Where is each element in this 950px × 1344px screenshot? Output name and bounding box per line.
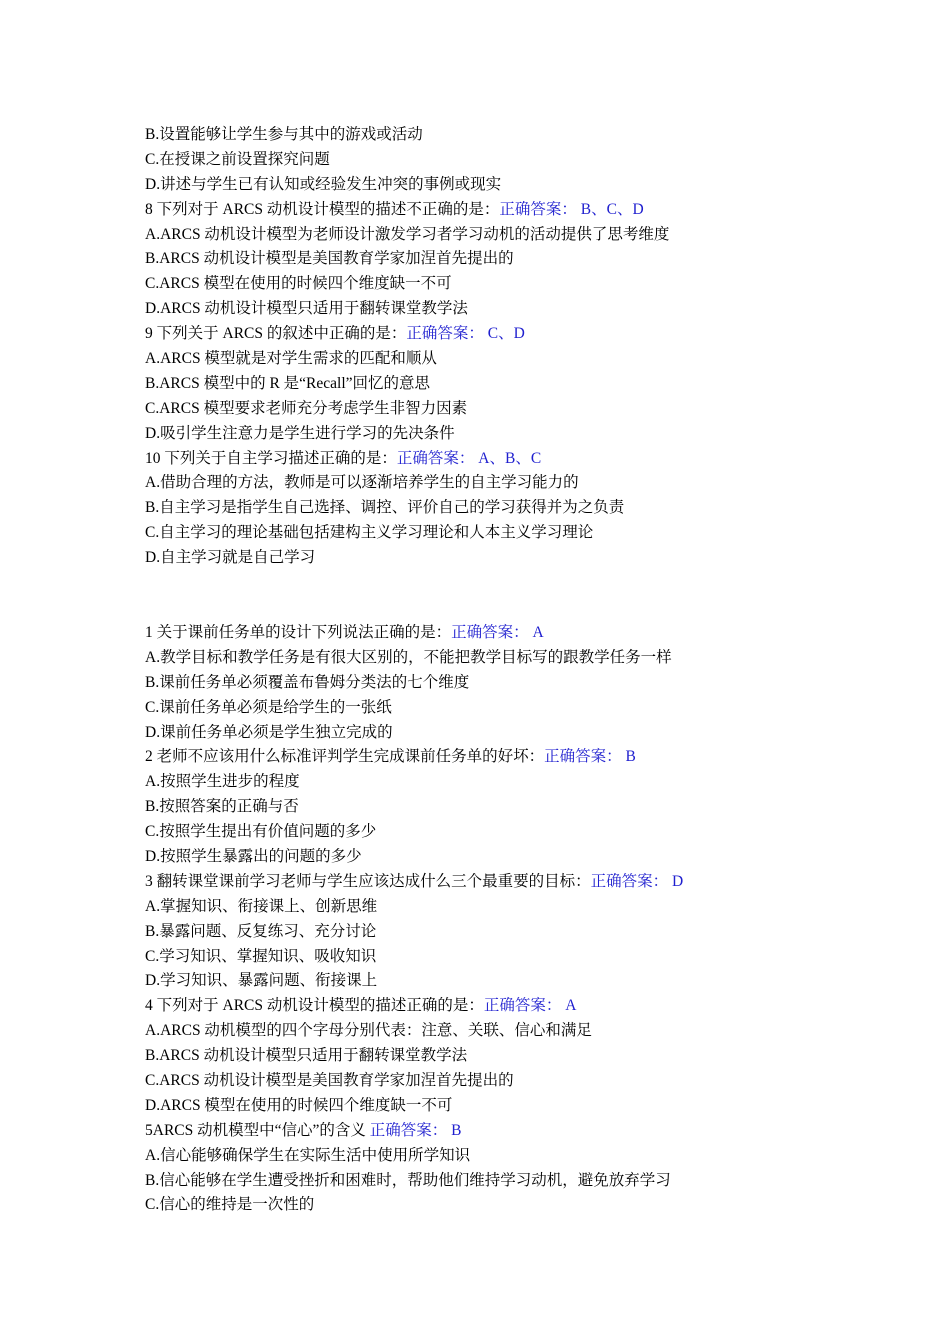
option-line: D.ARCS 动机设计模型只适用于翻转课堂教学法 bbox=[145, 300, 468, 318]
question-line bbox=[145, 994, 905, 1019]
option-line: B.ARCS 动机设计模型只适用于翻转课堂教学法 bbox=[145, 1047, 468, 1065]
correct-answer: B bbox=[447, 1121, 462, 1139]
question-line bbox=[145, 447, 905, 472]
question-line bbox=[145, 745, 905, 770]
option-line: D.ARCS 模型在使用的时候四个维度缺一不可 bbox=[145, 1096, 453, 1114]
answer-label: 正确答案： bbox=[396, 449, 475, 467]
section-2 bbox=[145, 621, 905, 1218]
option-line: B.按照答案的正确与否 bbox=[145, 798, 299, 816]
option-line: D.按照学生暴露出的问题的多少 bbox=[145, 848, 362, 866]
option-line: A.ARCS 动机模型的四个字母分别代表：注意、关联、信心和满足 bbox=[145, 1022, 592, 1040]
correct-answer: A、B、C bbox=[474, 449, 542, 467]
option-line: D.讲述与学生已有认知或经验发生冲突的事例或现实 bbox=[145, 175, 502, 193]
option-line: A.教学目标和教学任务是有很大区别的，不能把教学目标写的跟教学任务一样 bbox=[145, 648, 672, 666]
question-text: 2 老师不应该用什么标准评判学生完成课前任务单的好坏： bbox=[145, 748, 545, 766]
question-text: 1 关于课前任务单的设计下列说法正确的是： bbox=[145, 624, 452, 641]
option-line: A.借助合理的方法，教师是可以逐渐培养学生的自主学习能力的 bbox=[145, 474, 579, 492]
option-line: C.自主学习的理论基础包括建构主义学习理论和人本主义学习理论 bbox=[145, 524, 594, 542]
option-line: B.暴露问题、反复练习、充分讨论 bbox=[145, 922, 377, 940]
option-line: A.ARCS 动机设计模型为老师设计激发学习者学习动机的活动提供了思考维度 bbox=[145, 225, 670, 243]
correct-answer: C、D bbox=[483, 325, 525, 343]
section-1 bbox=[145, 123, 905, 571]
correct-answer: A bbox=[528, 624, 544, 641]
question-text: 8 下列对于 ARCS 动机设计模型的描述不正确的是： bbox=[145, 200, 500, 218]
question-line bbox=[145, 198, 905, 223]
question-line bbox=[145, 322, 905, 347]
option-line: B.ARCS 动机设计模型是美国教育学家加涅首先提出的 bbox=[145, 250, 514, 268]
option-line: C.学习知识、掌握知识、吸收知识 bbox=[145, 947, 377, 965]
question-text: 10 下列关于自主学习描述正确的是： bbox=[145, 449, 397, 467]
answer-label: 正确答案： bbox=[590, 872, 669, 890]
answer-label: 正确答案： bbox=[406, 325, 484, 343]
option-line: C.ARCS 模型要求老师充分考虑学生非智力因素 bbox=[145, 399, 468, 417]
question-line bbox=[145, 870, 905, 895]
option-line: D.课前任务单必须是学生独立完成的 bbox=[145, 723, 393, 741]
question-text: 3 翻转课堂课前学习老师与学生应该达成什么三个最重要的目标： bbox=[145, 872, 591, 890]
question-text: 5ARCS 动机模型中“信心”的含义 bbox=[145, 1121, 370, 1139]
correct-answer: A bbox=[561, 997, 577, 1015]
option-line: A.按照学生进步的程度 bbox=[145, 773, 300, 791]
option-line: C.在授课之前设置探究问题 bbox=[145, 150, 330, 168]
option-line: A.ARCS 模型就是对学生需求的匹配和顺从 bbox=[145, 350, 437, 368]
option-line: D.学习知识、暴露问题、衔接课上 bbox=[145, 972, 378, 990]
option-line: C.信心的维持是一次性的 bbox=[145, 1196, 315, 1214]
option-line: C.课前任务单必须是给学生的一张纸 bbox=[145, 698, 392, 716]
option-line: A.掌握知识、衔接课上、创新思维 bbox=[145, 897, 378, 915]
correct-answer: B、C、D bbox=[576, 200, 644, 218]
question-line bbox=[145, 621, 905, 646]
option-line: C.ARCS 动机设计模型是美国教育学家加涅首先提出的 bbox=[145, 1072, 514, 1090]
answer-label: 正确答案： bbox=[451, 624, 529, 641]
correct-answer: B bbox=[621, 748, 636, 766]
question-line bbox=[145, 1119, 905, 1144]
option-line: C.ARCS 模型在使用的时候四个维度缺一不可 bbox=[145, 275, 452, 293]
option-line: C.按照学生提出有价值问题的多少 bbox=[145, 823, 377, 841]
correct-answer: D bbox=[668, 872, 684, 890]
answer-label: 正确答案： bbox=[483, 997, 562, 1015]
answer-label: 正确答案： bbox=[544, 748, 622, 766]
answer-label: 正确答案： bbox=[499, 200, 577, 218]
option-line: B.自主学习是指学生自己选择、调控、评价自己的学习获得并为之负责 bbox=[145, 499, 625, 517]
question-text: 4 下列对于 ARCS 动机设计模型的描述正确的是： bbox=[145, 997, 484, 1015]
option-line: D.自主学习就是自己学习 bbox=[145, 549, 316, 567]
option-line: B.课前任务单必须覆盖布鲁姆分类法的七个维度 bbox=[145, 673, 470, 691]
option-line: D.吸引学生注意力是学生进行学习的先决条件 bbox=[145, 424, 455, 442]
option-line: B.设置能够让学生参与其中的游戏或活动 bbox=[145, 126, 423, 143]
answer-label: 正确答案： bbox=[369, 1121, 448, 1139]
question-text: 9 下列关于 ARCS 的叙述中正确的是： bbox=[145, 325, 407, 343]
option-line: B.信心能够在学生遭受挫折和困难时，帮助他们维持学习动机，避免放弃学习 bbox=[145, 1171, 671, 1189]
option-line: A.信心能够确保学生在实际生活中使用所学知识 bbox=[145, 1146, 471, 1164]
option-line: B.ARCS 模型中的 R 是“Recall”回忆的意思 bbox=[145, 374, 431, 392]
